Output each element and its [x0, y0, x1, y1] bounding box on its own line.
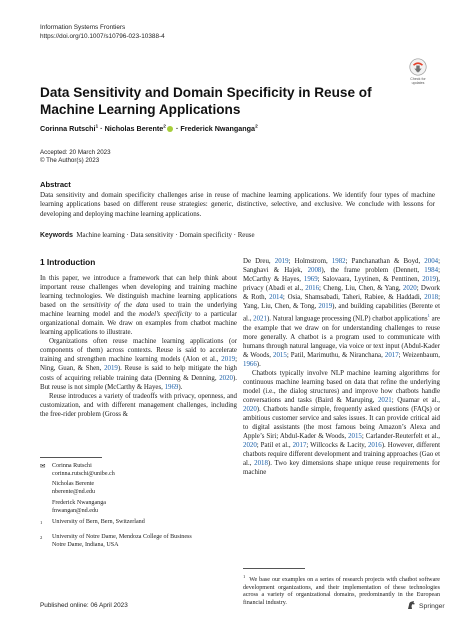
abstract-heading: Abstract [40, 180, 71, 189]
author-name[interactable]: Corinna Rutschi [40, 124, 96, 133]
divider [40, 457, 102, 458]
envelope-icon: ✉ [40, 463, 46, 470]
citation-link[interactable]: 2018 [424, 294, 439, 302]
paper-title: Data Sensitivity and Domain Specificity in Reuse of Machine Learning Applications [40, 85, 372, 117]
journal-header [40, 24, 165, 41]
check-updates-label-2: updates [411, 81, 425, 86]
affiliation: University of Bern, Bern, Switzerland [52, 519, 145, 526]
contact-name: Corinna Rutschi [52, 463, 92, 469]
citation-link[interactable]: 2017 [384, 351, 399, 359]
springer-horse-icon [407, 600, 416, 610]
contact-email[interactable]: nberente@nd.edu [52, 489, 96, 496]
citation-link[interactable]: 2008 [307, 267, 322, 275]
paragraph: Organizations often reuse machine learning applications (or components of them) across contexts. Reuse is said to accelerate training and strengthen machine learning models (Alon et al., 2019; Ning, Guan, & Shen, 2019). Reuse is said to help mitigate the high costs of acquiring reliable training data (Denning & Denning, 2020). But reuse is not simple (McCarthy & Hayes, 1969). [40, 338, 237, 391]
correspondence-block [40, 457, 237, 552]
author-list [40, 124, 258, 133]
divider [243, 568, 305, 569]
author-affiliation-mark: 1 [95, 124, 99, 130]
author-name[interactable]: Nicholas Berente [104, 124, 164, 133]
citation-link[interactable]: 2021 [377, 397, 392, 404]
citation-link[interactable]: 2019 [104, 365, 118, 373]
affiliation: University of Notre Dame, Mendoza College of Business Notre Dame, Indiana, USA [52, 533, 192, 548]
contact-name: Frederick Nwanganga [52, 499, 106, 506]
paragraph: Chatbots typically involve NLP machine learning algorithms for continuous machine learning based on data that refine the underlying model (i.e., the dialog structures) and improve how chatbots handle conversations and tasks (Baird & Maruping, 2021; Quamar et al., 2020). Chatbots handle simple, frequently asked questions (FAQs) or ambitious customer service and sales issues. It can provide critical aid to digital assistants (the most famous being Amazon’s Alexa and Apple’s Siri; Abdul-Kader & Woods, 2015; Carlander-Reuterfelt et al., 2020; Patil et al., 2017; Willcocks & Lacity, 2016). However, different chatbots require different development and training approaches (Gao et al., 2018). Two key dimensions shape unique reuse requirements for machine [243, 369, 440, 477]
publication-dates [40, 149, 111, 166]
citation-link[interactable]: 2019 [422, 276, 436, 284]
keywords-label: Keywords [40, 232, 73, 239]
citation-link[interactable]: 2020 [219, 374, 233, 382]
author-separator: · [173, 124, 181, 133]
citation-link[interactable]: 1966 [243, 360, 257, 368]
publisher-logo [407, 600, 445, 610]
keywords-line [40, 232, 440, 239]
body-column-right [243, 257, 440, 477]
copyright-notice: © The Author(s) 2023 [40, 157, 100, 165]
journal-name: Information Systems Frontiers [40, 24, 126, 31]
citation-link[interactable]: 2019 [221, 356, 236, 364]
citation-link[interactable]: 1984 [424, 267, 439, 275]
author-separator: · [98, 124, 105, 133]
citation-link[interactable]: 2020 [402, 285, 417, 293]
check-for-updates-badge[interactable] [404, 58, 432, 85]
citation-link[interactable]: 2004 [424, 258, 439, 265]
footnote-marker[interactable]: 1 [427, 313, 430, 319]
citation-link[interactable]: 2020 [243, 406, 257, 414]
footnote-text: We base our examples on a series of research projects with chatbot software development organizations, and their implementation of these technologies across a variety of organizational domains, predominantly in the European financial industry. [243, 577, 441, 606]
affiliation-number: 1 [40, 520, 43, 526]
citation-link[interactable]: 2016 [305, 285, 320, 293]
accepted-date: Accepted: 20 March 2023 [40, 149, 111, 156]
citation-link[interactable]: 1969 [303, 276, 318, 284]
abstract-text: Data sensitivity and domain specificity challenges arise in reuse of machine learning applications. We identify four types of machine learning applications based on different reuse strategies: generic, distinctive, selective, and exclusive. We conclude with lessons for developing and deploying machine learning applications. [40, 191, 435, 218]
footnote-number: 1 [243, 574, 246, 579]
body-column-left [40, 274, 237, 419]
citation-link[interactable]: 2020 [243, 442, 257, 450]
author-affiliation-mark: 2 [163, 124, 166, 130]
citation-link[interactable]: 1969 [164, 383, 179, 391]
orcid-icon[interactable] [167, 126, 173, 132]
contact-name: Nicholas Berente [52, 481, 95, 488]
citation-link[interactable]: 1982 [331, 258, 346, 265]
check-updates-label: Check for [410, 77, 426, 81]
paragraph: De Dreu, 2019; Holmstrom, 1982; Panchanathan & Boyd, 2004; Sanghavi & Hajek, 2008), the frame problem (Dennett, 1984; McCarthy & Hayes, 1969; Salovaara, Lyytinen, & Penttinen, 2019), privacy (Abadi et al., 2016; Cheng, Liu, Chen, & Yang, 2020; Dwork & Roth, 2014; Osia, Shamsabadi, Taheri, Rabiee, & Haddadi, 2018; Yang, Liu, Chen, & Tong, 2019), and building capabilities (Berente et al., 2021). Natural language processing (NLP) chatbot applications$^1$ are the example that we draw on for understanding challenges to reuse more generally. A chatbot is a program used to communicate with humans through natural language, via voice or text input (Abdul-Kader & Woods, 2015; Patil, Marimuthu, & Niranchana, 2017; Weizenbaum, 1966). [243, 258, 441, 368]
author-name[interactable]: Frederick Nwanganga [180, 124, 256, 133]
citation-link[interactable]: 2018 [254, 460, 268, 468]
citation-link[interactable]: 2014 [269, 294, 283, 302]
publisher-name: Springer [419, 603, 445, 610]
keywords-list: Machine learning · Data sensitivity · Domain specificity · Reuse [76, 232, 255, 239]
author-affiliation-mark: 2 [255, 124, 258, 130]
affiliation-number: 2 [40, 534, 43, 540]
citation-link[interactable]: 2015 [348, 433, 362, 441]
section-heading-introduction: 1 Introduction [40, 257, 96, 267]
paragraph: In this paper, we introduce a framework that can help think about important reuse challenges when developing and training machine learning technologies. We distinguish machine learning applications based on the sensitivity of the data used to train the underlying machine learning model and the model’s specificity to a particular organizational domain. We draw on examples from chatbot machine learning applications to illustrate. [40, 275, 237, 337]
citation-link[interactable]: 2016 [367, 442, 382, 450]
contact-email[interactable]: corinna.rutschi@unibe.ch [52, 470, 115, 477]
check-updates-icon [409, 58, 427, 76]
paragraph: Reuse introduces a variety of tradeoffs with privacy, openness, and customization, and with different management challenges, including the free-rider problem (Gross & [40, 392, 237, 418]
citation-link[interactable]: 2015 [273, 351, 287, 359]
citation-link[interactable]: 2019 [274, 258, 289, 265]
doi-link[interactable]: https://doi.org/10.1007/s10796-023-10388-4 [40, 32, 165, 40]
citation-link[interactable]: 2019 [318, 303, 333, 311]
published-date: Published online: 06 April 2023 [40, 602, 128, 609]
contact-email[interactable]: fnwangan@nd.edu [52, 507, 99, 514]
citation-link[interactable]: 2021 [253, 315, 267, 323]
citation-link[interactable]: 2017 [292, 442, 307, 450]
